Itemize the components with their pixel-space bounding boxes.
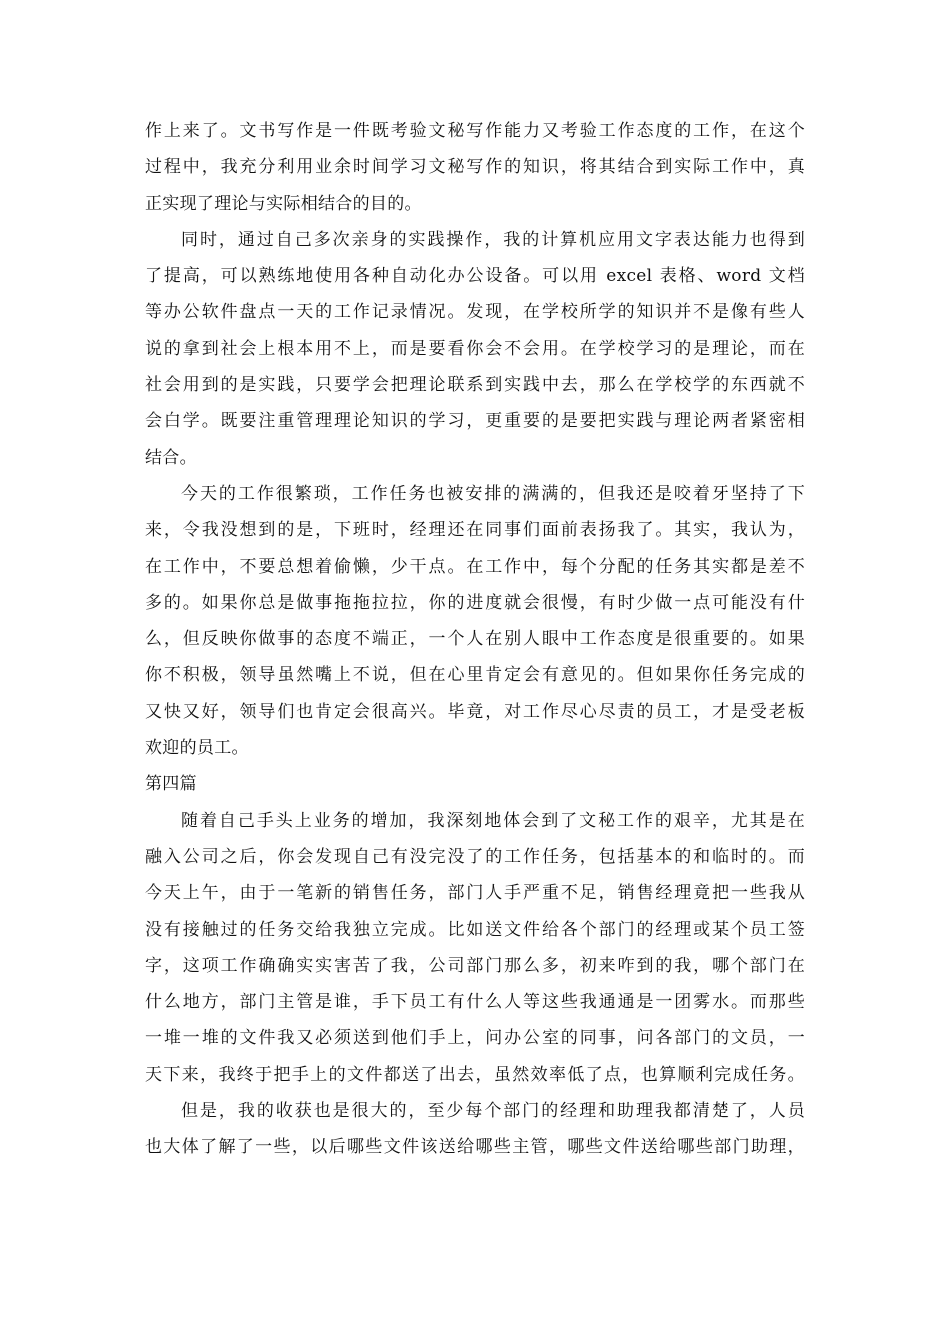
text-line: 来，令我没想到的是，下班时，经理还在同事们面前表扬我了。其实，我认为， [145,520,805,541]
section-heading: 第四篇 [145,774,197,795]
text-line: 了提高，可以熟练地使用各种自动化办公设备。可以用 excel 表格、word 文档 [145,266,805,287]
paragraph-first-line: 但是，我的收获也是很大的，至少每个部门的经理和助理我都清楚了，人员 [181,1101,805,1122]
text-line: 么，但反映你做事的态度不端正，一个人在别人眼中工作态度是很重要的。如果 [145,629,805,650]
text-line: 字，这项工作确确实实害苦了我，公司部门那么多，初来咋到的我，哪个部门在 [145,955,805,976]
text-line: 今天上午，由于一笔新的销售任务，部门人手严重不足，销售经理竟把一些我从 [145,883,805,904]
text-line: 什么地方，部门主管是谁，手下员工有什么人等这些我通通是一团雾水。而那些 [145,992,805,1013]
text-line: 欢迎的员工。 [145,738,249,759]
text-line: 也大体了解了一些，以后哪些文件该送给哪些主管，哪些文件送给哪些部门助理， [145,1137,805,1158]
document-body [145,113,805,1166]
text-line: 过程中，我充分利用业余时间学习文秘写作的知识，将其结合到实际工作中，真 [145,157,805,178]
paragraph-first-line: 今天的工作很繁琐，工作任务也被安排的满满的，但我还是咬着牙坚持了下 [181,483,805,504]
text-line: 在工作中，不要总想着偷懒，少干点。在工作中，每个分配的任务其实都是差不 [145,556,805,577]
text-line: 正实现了理论与实际相结合的目的。 [145,193,422,214]
text-line: 等办公软件盘点一天的工作记录情况。发现，在学校所学的知识并不是像有些人 [145,302,805,323]
text-line: 作上来了。文书写作是一件既考验文秘写作能力又考验工作态度的工作，在这个 [145,121,805,141]
text-line: 会白学。既要注重管理理论知识的学习，更重要的是要把实践与理论两者紧密相 [145,411,805,432]
paragraph-first-line: 同时，通过自己多次亲身的实践操作，我的计算机应用文字表达能力也得到 [181,229,805,250]
text-line: 融入公司之后，你会发现自己有没完没了的工作任务，包括基本的和临时的。而 [145,846,805,867]
paragraph-first-line: 随着自己手头上业务的增加，我深刻地体会到了文秘工作的艰辛，尤其是在 [181,810,805,831]
text-line: 没有接触过的任务交给我独立完成。比如送文件给各个部门的经理或某个员工签 [145,919,805,940]
text-line: 多的。如果你总是做事拖拖拉拉，你的进度就会很慢，有时少做一点可能没有什 [145,592,805,613]
text-line: 天下来，我终于把手上的文件都送了出去，虽然效率低了点，也算顺利完成任务。 [145,1064,805,1085]
text-line: 你不积极，领导虽然嘴上不说，但在心里肯定会有意见的。但如果你任务完成的 [145,665,805,686]
text-line: 说的拿到社会上根本用不上，而是要看你会不会用。在学校学习的是理论，而在 [145,338,805,359]
text-line: 一堆一堆的文件我又必须送到他们手上，问办公室的同事，问各部门的文员，一 [145,1028,805,1049]
text-line: 社会用到的是实践，只要学会把理论联系到实践中去，那么在学校学的东西就不 [145,375,805,396]
text-line: 结合。 [145,447,197,468]
text-line: 又快又好，领导们也肯定会很高兴。毕竟，对工作尽心尽责的员工，才是受老板 [145,701,805,722]
